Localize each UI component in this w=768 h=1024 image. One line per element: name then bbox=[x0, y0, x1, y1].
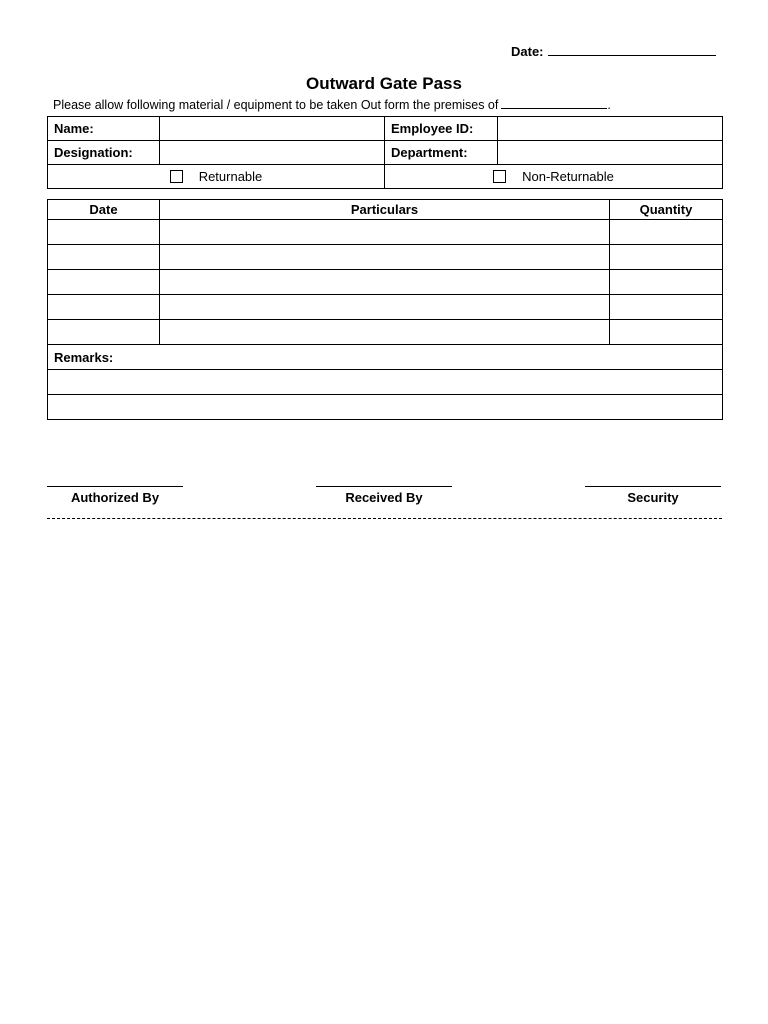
department-label: Department: bbox=[385, 141, 498, 165]
non-returnable-checkbox[interactable] bbox=[493, 170, 506, 183]
remarks-line bbox=[48, 395, 723, 420]
authorized-by-signature: Authorized By bbox=[47, 486, 183, 505]
items-header-row bbox=[48, 200, 723, 220]
column-header-date: Date bbox=[48, 200, 160, 220]
name-field[interactable] bbox=[160, 117, 385, 141]
designation-field[interactable] bbox=[160, 141, 385, 165]
intro-line bbox=[53, 98, 611, 112]
particulars-cell[interactable] bbox=[160, 220, 610, 245]
page-title: Outward Gate Pass bbox=[306, 74, 462, 93]
items-table bbox=[47, 199, 723, 420]
employee-id-label: Employee ID: bbox=[385, 117, 498, 141]
date-cell[interactable] bbox=[48, 295, 160, 320]
particulars-cell[interactable] bbox=[160, 320, 610, 345]
remarks-row bbox=[48, 345, 723, 370]
intro-text: Please allow following material / equipment to be taken Out form the premises of bbox=[53, 98, 499, 112]
received-by-signature: Received By bbox=[316, 486, 452, 505]
remarks-field[interactable] bbox=[48, 395, 723, 420]
non-returnable-label: Non-Returnable bbox=[522, 168, 614, 184]
table-row bbox=[48, 320, 723, 345]
non-returnable-option[interactable] bbox=[385, 165, 723, 189]
date-cell[interactable] bbox=[48, 245, 160, 270]
quantity-cell[interactable] bbox=[610, 245, 723, 270]
date-cell[interactable] bbox=[48, 320, 160, 345]
table-row bbox=[48, 270, 723, 295]
employee-id-field[interactable] bbox=[498, 117, 723, 141]
particulars-cell[interactable] bbox=[160, 245, 610, 270]
particulars-cell[interactable] bbox=[160, 295, 610, 320]
premises-blank[interactable] bbox=[501, 98, 607, 109]
remarks-line bbox=[48, 370, 723, 395]
returnable-label: Returnable bbox=[198, 168, 263, 184]
quantity-cell[interactable] bbox=[610, 295, 723, 320]
remarks-field[interactable] bbox=[48, 370, 723, 395]
date-label: Date: bbox=[511, 44, 544, 59]
info-row-return-type bbox=[48, 165, 723, 189]
particulars-cell[interactable] bbox=[160, 270, 610, 295]
returnable-checkbox[interactable] bbox=[170, 170, 183, 183]
column-header-particulars: Particulars bbox=[160, 200, 610, 220]
name-label: Name: bbox=[48, 117, 160, 141]
info-row-designation bbox=[48, 141, 723, 165]
table-row bbox=[48, 295, 723, 320]
date-cell[interactable] bbox=[48, 220, 160, 245]
quantity-cell[interactable] bbox=[610, 220, 723, 245]
date-cell[interactable] bbox=[48, 270, 160, 295]
column-header-quantity: Quantity bbox=[610, 200, 723, 220]
quantity-cell[interactable] bbox=[610, 270, 723, 295]
table-row bbox=[48, 220, 723, 245]
intro-period: . bbox=[607, 98, 611, 112]
remarks-label: Remarks: bbox=[48, 345, 723, 370]
date-blank[interactable] bbox=[548, 45, 716, 56]
department-field[interactable] bbox=[498, 141, 723, 165]
security-signature: Security bbox=[585, 486, 721, 505]
returnable-option[interactable] bbox=[48, 165, 385, 189]
employee-info-table bbox=[47, 116, 723, 189]
quantity-cell[interactable] bbox=[610, 320, 723, 345]
date-field bbox=[511, 44, 716, 59]
info-row-name bbox=[48, 117, 723, 141]
designation-label: Designation: bbox=[48, 141, 160, 165]
cut-line-divider bbox=[47, 518, 722, 519]
table-row bbox=[48, 245, 723, 270]
